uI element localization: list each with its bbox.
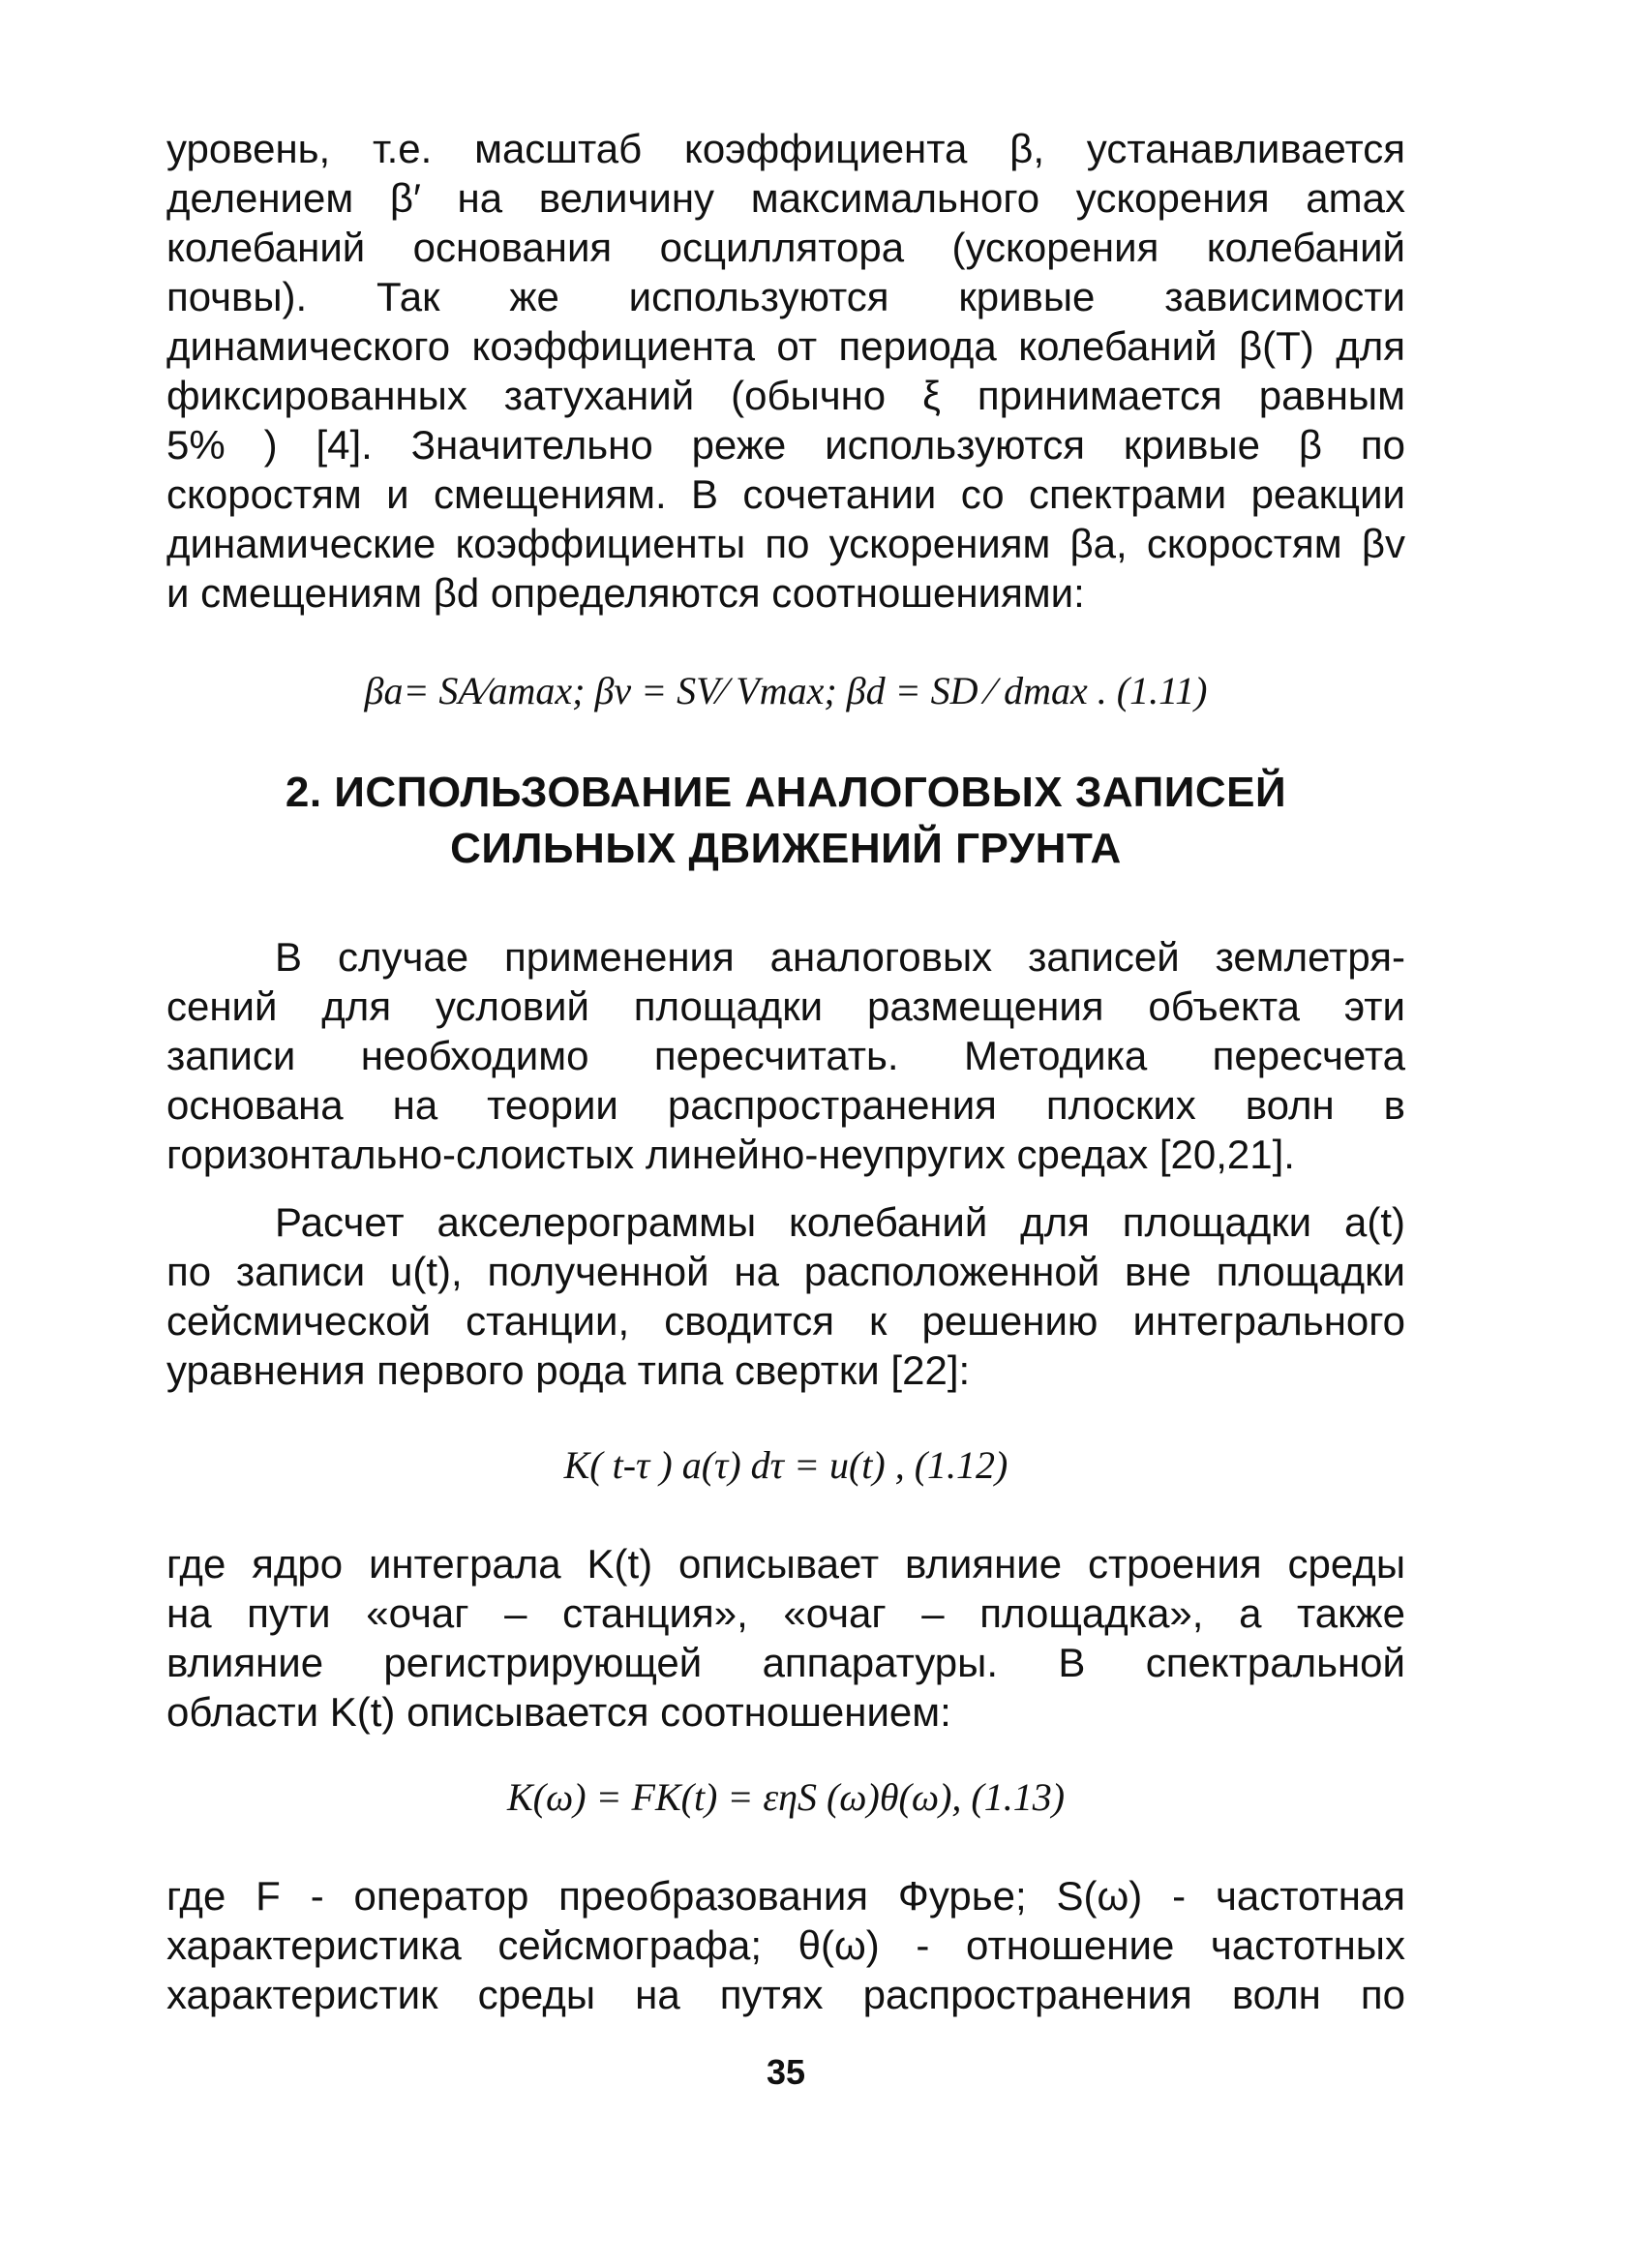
text-line: на пути «очаг – станция», «очаг – площадка», а также: [166, 1590, 1405, 1636]
text-line: скоростям и смещениям. В сочетании со спектрами реакции: [166, 471, 1405, 517]
text-line: В случае применения аналоговых записей землетря-: [275, 934, 1405, 980]
text-line: характеристик среды на путях распространения волн по: [166, 1972, 1405, 2017]
text-line: горизонтально-слоистых линейно-неупругих средах [20,21].: [166, 1132, 1295, 1177]
paragraph-2: [166, 932, 1405, 1179]
text-line: сений для условий площадки размещения объекта эти: [166, 983, 1405, 1029]
text-line: динамического коэффициента от периода колебаний β(T) для: [166, 323, 1405, 369]
text-line: записи необходимо пересчитать. Методика пересчета: [166, 1033, 1405, 1078]
section-heading-line-2: СИЛЬНЫХ ДВИЖЕНИЙ ГРУНТА: [450, 825, 1122, 872]
paragraph-3: [166, 1197, 1405, 1395]
text-line: характеристика сейсмографа; θ(ω) - отношение частотных: [166, 1922, 1405, 1968]
text-line: динамические коэффициенты по ускорениям βa, скоростям βv: [166, 521, 1405, 566]
text-line: фиксированных затуханий (обычно ξ принимается равным: [166, 373, 1405, 418]
text-line: где F - оператор преобразования Фурье; S(ω) - частотная: [166, 1873, 1405, 1919]
text-line: 5% ) [4]. Значительно реже используются кривые β по: [166, 422, 1405, 468]
text-line: почвы). Так же используются кривые зависимости: [166, 274, 1405, 319]
paragraph-1: [166, 124, 1405, 618]
text-line: основана на теории распространения плоских волн в: [166, 1082, 1405, 1128]
page-number: 35: [766, 2052, 806, 2092]
section-heading: [166, 765, 1405, 877]
formula-1-13: K(ω) = FK(t) = εηS (ω)θ(ω), (1.13): [506, 1775, 1066, 1819]
paragraph-4: [166, 1539, 1405, 1737]
text-line: области K(t) описывается соотношением:: [166, 1689, 951, 1735]
text-line: и смещениям βd определяются соотношениями:: [166, 570, 1085, 616]
text-line: делением β′ на величину максимального ускорения amax: [166, 175, 1405, 221]
paragraph-5: [166, 1871, 1405, 2019]
text-line: влияние регистрирующей аппаратуры. В спектральной: [166, 1640, 1405, 1685]
text-line: где ядро интеграла K(t) описывает влияние строения среды: [166, 1541, 1405, 1587]
text-line: уровень, т.е. масштаб коэффициента β, устанавливается: [166, 126, 1405, 171]
section-heading-line-1: 2. ИСПОЛЬЗОВАНИЕ АНАЛОГОВЫХ ЗАПИСЕЙ: [285, 769, 1287, 816]
formula-1-11: βa= SA⁄amax; βv = SV⁄ Vmax; βd = SD ⁄ dmax . (1.11): [364, 669, 1208, 712]
text-line: уравнения первого рода типа свертки [22]:: [166, 1347, 971, 1393]
formula-1-12: K( t-τ ) a(τ) dτ = u(t) , (1.12): [563, 1443, 1008, 1487]
text-line: по записи u(t), полученной на расположенной вне площадки: [166, 1249, 1405, 1294]
text-line: колебаний основания осциллятора (ускорения колебаний: [166, 225, 1405, 270]
text-line: Расчет акселерограммы колебаний для площадки a(t): [275, 1199, 1405, 1245]
text-line: сейсмической станции, сводится к решению интегрального: [166, 1298, 1405, 1344]
